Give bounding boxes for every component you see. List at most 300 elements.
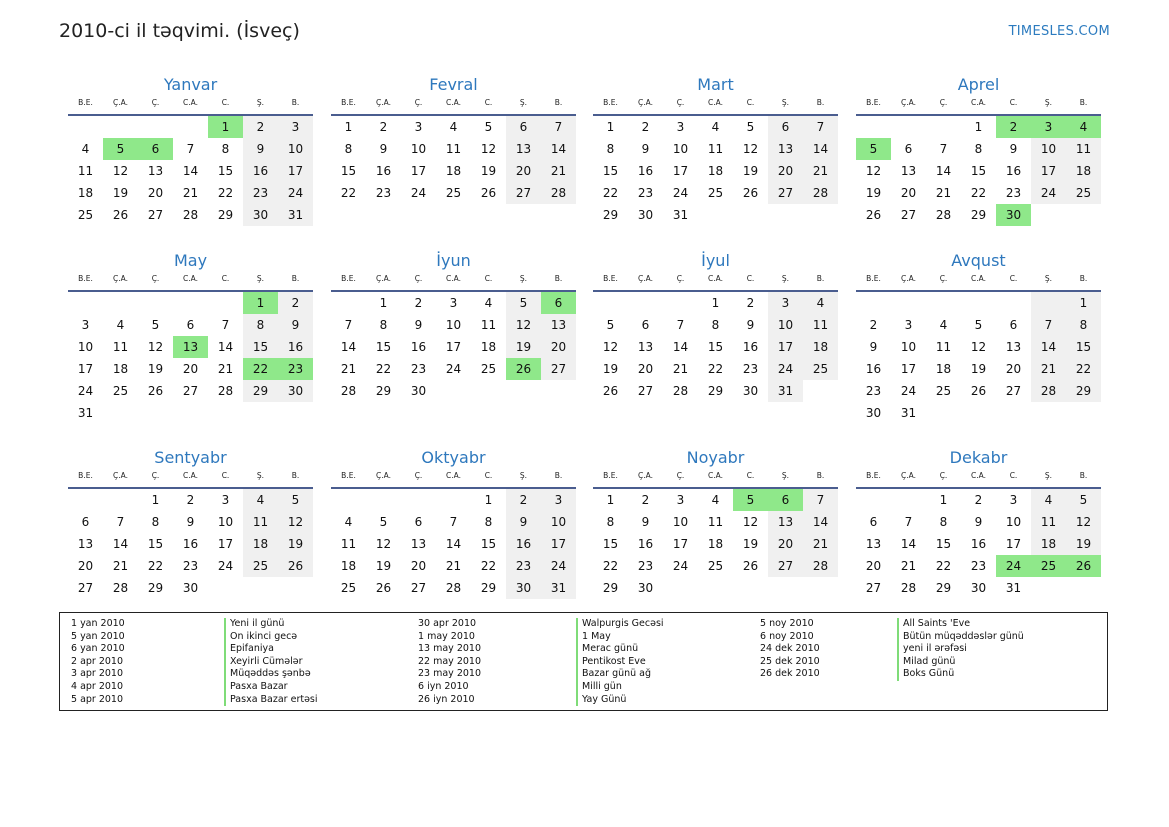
day-cell: 18 (445, 164, 462, 178)
day-cell: 7 (116, 515, 125, 529)
day-cell: 21 (182, 186, 199, 200)
weekday-label: Ş. (781, 471, 790, 480)
weekday-label: B.E. (866, 98, 881, 107)
day-cell: 15 (602, 537, 619, 551)
legend-date: 6 iyn 2010 (418, 680, 469, 692)
month-4 (68, 250, 313, 424)
month-1 (331, 74, 576, 204)
day-cell: 21 (340, 362, 357, 376)
day-cell: 2 (379, 120, 388, 134)
day-cell: 16 (1005, 164, 1022, 178)
day-cell: 12 (506, 314, 541, 336)
day-cell: 19 (375, 559, 392, 573)
weekday-label: C.A. (182, 471, 198, 480)
day-cell: 8 (606, 142, 615, 156)
day-cell: 19 (602, 362, 619, 376)
day-cell: 16 (182, 537, 199, 551)
day-cell: 6 (768, 489, 803, 511)
weekday-label: Ş. (256, 274, 265, 283)
empty-cell (856, 489, 891, 511)
weekday-label: B. (816, 98, 825, 107)
day-cell: 17 (900, 362, 917, 376)
day-cell: 19 (278, 533, 313, 555)
weekday-label: Ç. (414, 274, 423, 283)
legend-holiday-name: Bütün müqəddəslər günü (897, 631, 1024, 644)
day-cell: 21 (900, 559, 917, 573)
day-cell: 27 (900, 208, 917, 222)
weekday-header (856, 469, 1101, 489)
day-cell: 6 (869, 515, 878, 529)
day-cell: 23 (410, 362, 427, 376)
day-cell: 10 (768, 314, 803, 336)
day-cell: 12 (742, 515, 759, 529)
day-cell: 14 (672, 340, 689, 354)
weekday-label: B. (1079, 274, 1088, 283)
site-brand-link[interactable]: TIMESLES.COM (1008, 24, 1110, 39)
legend-date: 5 apr 2010 (71, 693, 124, 705)
day-cell: 28 (182, 208, 199, 222)
empty-cell (68, 292, 103, 314)
day-cell: 17 (410, 164, 427, 178)
day-cell: 20 (410, 559, 427, 573)
empty-cell (891, 489, 926, 511)
weekday-label: B. (291, 98, 300, 107)
day-cell: 29 (375, 384, 392, 398)
day-cell: 8 (939, 515, 948, 529)
day-cell: 3 (676, 120, 685, 134)
days-grid (331, 489, 576, 599)
weekday-label: Ç.A. (375, 471, 391, 480)
day-cell: 27 (77, 581, 94, 595)
weekday-header (331, 96, 576, 116)
empty-cell (926, 116, 961, 138)
day-cell: 17 (768, 336, 803, 358)
weekday-label: Ç. (414, 98, 423, 107)
day-cell: 24 (768, 358, 803, 380)
weekday-header (593, 96, 838, 116)
day-cell: 10 (410, 142, 427, 156)
legend-holiday-name: Yay Günü (576, 694, 664, 707)
day-cell: 23 (506, 555, 541, 577)
days-grid (68, 489, 313, 599)
day-cell: 6 (138, 138, 173, 160)
empty-cell (331, 489, 366, 511)
weekday-label: C.A. (707, 274, 723, 283)
day-cell: 7 (803, 116, 838, 138)
day-cell: 4 (81, 142, 90, 156)
weekday-label: C. (746, 471, 755, 480)
day-cell: 2 (869, 318, 878, 332)
day-cell: 3 (541, 489, 576, 511)
day-cell: 26 (375, 581, 392, 595)
day-cell: 20 (147, 186, 164, 200)
day-cell: 7 (939, 142, 948, 156)
legend-names-col-3 (897, 618, 1024, 681)
weekday-label: C.A. (707, 471, 723, 480)
day-cell: 3 (449, 296, 458, 310)
weekday-label: B. (291, 471, 300, 480)
empty-cell (103, 292, 138, 314)
month-2 (593, 74, 838, 226)
month-name: Fevral (429, 75, 478, 94)
day-cell: 3 (1031, 116, 1066, 138)
day-cell: 2 (414, 296, 423, 310)
weekday-label: C. (1009, 471, 1018, 480)
weekday-header (856, 96, 1101, 116)
day-cell: 24 (996, 555, 1031, 577)
month-name: May (173, 251, 208, 270)
day-cell: 6 (641, 318, 650, 332)
day-cell: 14 (182, 164, 199, 178)
weekday-label: B.E. (78, 471, 93, 480)
day-cell: 18 (707, 164, 724, 178)
days-grid (593, 116, 838, 226)
day-cell: 10 (278, 138, 313, 160)
day-cell: 2 (641, 493, 650, 507)
days-grid (593, 292, 838, 402)
day-cell: 7 (904, 515, 913, 529)
legend-date: 26 dek 2010 (760, 668, 820, 680)
month-name: Dekabr (949, 448, 1008, 467)
day-cell: 25 (1031, 555, 1066, 577)
day-cell: 16 (506, 533, 541, 555)
day-cell: 6 (506, 116, 541, 138)
day-cell: 29 (707, 384, 724, 398)
day-cell: 6 (81, 515, 90, 529)
page-title: 2010-ci il təqvimi. (İsveç) (59, 20, 300, 42)
day-cell: 5 (103, 138, 138, 160)
legend-date: 26 iyn 2010 (418, 693, 475, 705)
empty-cell (891, 292, 926, 314)
day-cell: 20 (1005, 362, 1022, 376)
day-cell: 24 (217, 559, 234, 573)
day-cell: 25 (340, 581, 357, 595)
day-cell: 1 (606, 493, 615, 507)
day-cell: 19 (865, 186, 882, 200)
legend-holiday-name: Bazar günü ağ (576, 668, 664, 681)
day-cell: 28 (340, 384, 357, 398)
day-cell: 28 (803, 555, 838, 577)
weekday-label: B.E. (78, 274, 93, 283)
day-cell: 3 (221, 493, 230, 507)
empty-cell (628, 292, 663, 314)
day-cell: 20 (637, 362, 654, 376)
day-cell: 23 (1005, 186, 1022, 200)
weekday-label: Ş. (519, 274, 528, 283)
day-cell: 21 (803, 533, 838, 555)
day-cell: 29 (935, 581, 952, 595)
day-cell: 5 (151, 318, 160, 332)
day-cell: 20 (768, 533, 803, 555)
month-6 (593, 250, 838, 402)
day-cell: 30 (410, 384, 427, 398)
empty-cell (856, 116, 891, 138)
day-cell: 15 (340, 164, 357, 178)
weekday-label: Ç.A. (900, 274, 916, 283)
day-cell: 13 (410, 537, 427, 551)
day-cell: 30 (278, 380, 313, 402)
empty-cell (138, 116, 173, 138)
day-cell: 19 (506, 336, 541, 358)
day-cell: 28 (900, 581, 917, 595)
empty-cell (173, 292, 208, 314)
day-cell: 1 (243, 292, 278, 314)
day-cell: 3 (768, 292, 803, 314)
weekday-label: B.E. (866, 471, 881, 480)
weekday-label: B.E. (866, 274, 881, 283)
legend-holiday-name: Milli gün (576, 681, 664, 694)
day-cell: 12 (112, 164, 129, 178)
legend-dates-col-3 (760, 618, 820, 681)
weekday-label: Ş. (256, 98, 265, 107)
day-cell: 10 (541, 511, 576, 533)
day-cell: 26 (278, 555, 313, 577)
day-cell: 14 (112, 537, 129, 551)
legend-date: 22 may 2010 (418, 655, 482, 667)
day-cell: 18 (112, 362, 129, 376)
day-cell: 2 (746, 296, 755, 310)
day-cell: 8 (243, 314, 278, 336)
legend-holiday-name: Pentikost Eve (576, 656, 664, 669)
legend-date: 6 noy 2010 (760, 630, 814, 642)
day-cell: 8 (974, 142, 983, 156)
day-cell: 25 (77, 208, 94, 222)
empty-cell (208, 292, 243, 314)
weekday-label: Ç. (939, 471, 948, 480)
day-cell: 21 (1031, 358, 1066, 380)
day-cell: 15 (602, 164, 619, 178)
day-cell: 26 (480, 186, 497, 200)
legend-holiday-name: On ikinci gecə (224, 631, 318, 644)
days-grid (331, 292, 576, 402)
day-cell: 10 (445, 318, 462, 332)
legend-holiday-name: Pasxa Bazar (224, 681, 318, 694)
month-10 (593, 447, 838, 599)
weekday-label: Ç.A. (637, 274, 653, 283)
day-cell: 7 (344, 318, 353, 332)
day-cell: 25 (1066, 182, 1101, 204)
day-cell: 13 (768, 138, 803, 160)
day-cell: 9 (746, 318, 755, 332)
day-cell: 5 (606, 318, 615, 332)
day-cell: 12 (742, 142, 759, 156)
day-cell: 17 (1005, 537, 1022, 551)
weekday-label: Ş. (519, 98, 528, 107)
day-cell: 18 (77, 186, 94, 200)
legend-date: 1 yan 2010 (71, 618, 125, 629)
day-cell: 21 (217, 362, 234, 376)
legend-date: 24 dek 2010 (760, 643, 820, 655)
day-cell: 30 (637, 208, 654, 222)
weekday-label: Ş. (781, 98, 790, 107)
weekday-label: C. (1009, 98, 1018, 107)
day-cell: 3 (278, 116, 313, 138)
day-cell: 14 (803, 511, 838, 533)
weekday-header (593, 272, 838, 292)
day-cell: 6 (1009, 318, 1018, 332)
day-cell: 20 (77, 559, 94, 573)
weekday-label: C.A. (707, 98, 723, 107)
day-cell: 15 (480, 537, 497, 551)
day-cell: 29 (602, 208, 619, 222)
empty-cell (103, 489, 138, 511)
day-cell: 19 (112, 186, 129, 200)
day-cell: 26 (1066, 555, 1101, 577)
month-name: Aprel (957, 75, 1000, 94)
month-5 (331, 250, 576, 402)
day-cell: 23 (243, 182, 278, 204)
day-cell: 21 (803, 160, 838, 182)
legend-holiday-name: Walpurgis Gecəsi (576, 618, 664, 631)
day-cell: 12 (865, 164, 882, 178)
weekday-label: C.A. (970, 274, 986, 283)
empty-cell (1031, 292, 1066, 314)
day-cell: 15 (970, 164, 987, 178)
day-cell: 15 (707, 340, 724, 354)
day-cell: 5 (278, 489, 313, 511)
legend-holiday-name: All Saints 'Eve (897, 618, 1024, 631)
day-cell: 18 (243, 533, 278, 555)
weekday-label: Ç. (151, 471, 160, 480)
weekday-header (331, 272, 576, 292)
day-cell: 25 (935, 384, 952, 398)
day-cell: 30 (742, 384, 759, 398)
day-cell: 31 (1005, 581, 1022, 595)
day-cell: 9 (186, 515, 195, 529)
day-cell: 22 (970, 186, 987, 200)
day-cell: 3 (81, 318, 90, 332)
day-cell: 24 (1031, 182, 1066, 204)
day-cell: 27 (768, 182, 803, 204)
day-cell: 13 (77, 537, 94, 551)
day-cell: 25 (480, 362, 497, 376)
day-cell: 22 (480, 559, 497, 573)
empty-cell (68, 489, 103, 511)
legend-date: 4 apr 2010 (71, 680, 124, 692)
day-cell: 26 (112, 208, 129, 222)
weekday-label: C.A. (445, 98, 461, 107)
weekday-label: Ç.A. (112, 274, 128, 283)
day-cell: 11 (340, 537, 357, 551)
weekday-label: C. (484, 274, 493, 283)
day-cell: 28 (803, 182, 838, 204)
day-cell: 22 (243, 358, 278, 380)
day-cell: 11 (1066, 138, 1101, 160)
day-cell: 14 (935, 164, 952, 178)
day-cell: 3 (414, 120, 423, 134)
day-cell: 30 (182, 581, 199, 595)
day-cell: 27 (541, 358, 576, 380)
day-cell: 9 (974, 515, 983, 529)
day-cell: 4 (344, 515, 353, 529)
day-cell: 5 (1066, 489, 1101, 511)
legend-date: 5 noy 2010 (760, 618, 814, 629)
day-cell: 9 (641, 515, 650, 529)
day-cell: 4 (449, 120, 458, 134)
day-cell: 26 (602, 384, 619, 398)
day-cell: 30 (865, 406, 882, 420)
day-cell: 16 (278, 336, 313, 358)
empty-cell (103, 116, 138, 138)
legend-holiday-name: Müqəddəs şənbə (224, 668, 318, 681)
weekday-label: B. (1079, 471, 1088, 480)
day-cell: 28 (541, 182, 576, 204)
day-cell: 14 (217, 340, 234, 354)
days-grid (331, 116, 576, 204)
day-cell: 27 (1005, 384, 1022, 398)
day-cell: 21 (112, 559, 129, 573)
day-cell: 13 (541, 314, 576, 336)
day-cell: 11 (480, 318, 497, 332)
day-cell: 11 (935, 340, 952, 354)
weekday-header (593, 469, 838, 489)
weekday-label: Ç. (151, 274, 160, 283)
day-cell: 25 (445, 186, 462, 200)
day-cell: 19 (1066, 533, 1101, 555)
empty-cell (856, 292, 891, 314)
day-cell: 23 (375, 186, 392, 200)
day-cell: 12 (147, 340, 164, 354)
day-cell: 2 (974, 493, 983, 507)
day-cell: 11 (707, 515, 724, 529)
legend-holiday-name: Yeni il günü (224, 618, 318, 631)
day-cell: 4 (243, 489, 278, 511)
day-cell: 28 (672, 384, 689, 398)
day-cell: 29 (1066, 380, 1101, 402)
month-0 (68, 74, 313, 226)
weekday-label: C. (221, 98, 230, 107)
day-cell: 10 (900, 340, 917, 354)
day-cell: 6 (414, 515, 423, 529)
weekday-label: C. (484, 471, 493, 480)
day-cell: 19 (742, 537, 759, 551)
weekday-header (68, 272, 313, 292)
legend-date: 5 yan 2010 (71, 630, 125, 642)
day-cell: 25 (112, 384, 129, 398)
legend-holiday-name: 1 May (576, 631, 664, 644)
weekday-label: Ç.A. (637, 98, 653, 107)
day-cell: 13 (1005, 340, 1022, 354)
day-cell: 6 (541, 292, 576, 314)
day-cell: 30 (996, 204, 1031, 226)
day-cell: 26 (970, 384, 987, 398)
legend-date: 25 dek 2010 (760, 655, 820, 667)
day-cell: 24 (445, 362, 462, 376)
day-cell: 16 (637, 537, 654, 551)
day-cell: 17 (672, 537, 689, 551)
day-cell: 26 (147, 384, 164, 398)
day-cell: 16 (970, 537, 987, 551)
day-cell: 22 (602, 559, 619, 573)
day-cell: 11 (1031, 511, 1066, 533)
legend-dates-col-2 (418, 618, 481, 706)
month-name: Sentyabr (154, 448, 227, 467)
day-cell: 22 (147, 559, 164, 573)
day-cell: 31 (900, 406, 917, 420)
day-cell: 5 (974, 318, 983, 332)
day-cell: 23 (637, 186, 654, 200)
day-cell: 2 (278, 292, 313, 314)
day-cell: 13 (506, 138, 541, 160)
legend-date: 6 yan 2010 (71, 643, 125, 655)
weekday-label: Ç.A. (900, 98, 916, 107)
day-cell: 14 (340, 340, 357, 354)
days-grid (68, 292, 313, 424)
day-cell: 8 (221, 142, 230, 156)
day-cell: 29 (970, 208, 987, 222)
day-cell: 20 (541, 336, 576, 358)
day-cell: 13 (147, 164, 164, 178)
